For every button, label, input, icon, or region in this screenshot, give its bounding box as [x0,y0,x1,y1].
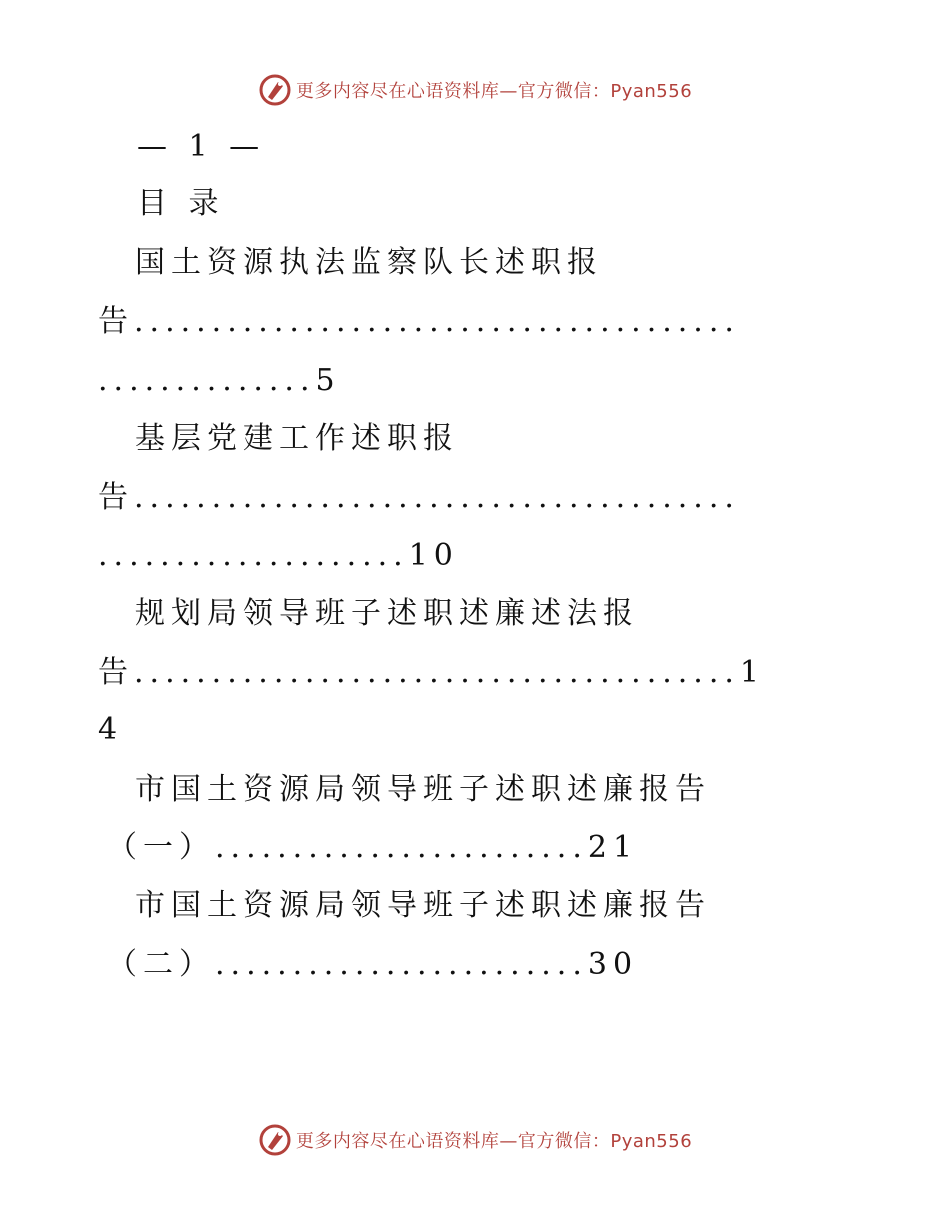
pen-logo-icon [258,73,292,107]
toc-entry-4-title[interactable]: 市国土资源局领导班子述职述廉报告 [135,772,711,807]
page-number: — 1 — [137,129,266,164]
toc-entry-3-title[interactable]: 规划局领导班子述职述廉述法报 [135,596,639,631]
toc-entry-3-page[interactable]: 4 [98,712,124,747]
toc-entry-4-leader[interactable]: （一）........................21 [107,830,639,865]
toc-entry-1-page[interactable]: ..............5 [98,363,341,398]
toc-entry-5-leader[interactable]: （二）........................30 [107,947,639,982]
toc-entry-2-page[interactable]: ....................10 [98,538,459,573]
toc-entry-1-title[interactable]: 国土资源执法监察队长述职报 [135,245,603,280]
footer-banner-text: 更多内容尽在心语资料库—官方微信：Pyan556 [295,1131,693,1152]
header-banner-text: 更多内容尽在心语资料库—官方微信：Pyan556 [295,81,693,102]
toc-entry-5-title[interactable]: 市国土资源局领导班子述职述廉报告 [135,888,711,923]
toc-entry-2-title[interactable]: 基层党建工作述职报 [135,421,459,456]
toc-heading: 目 录 [137,186,225,221]
toc-entry-3-leader[interactable]: 告.......................................1 [98,655,765,690]
toc-entry-2-leader[interactable]: 告....................................... [98,480,740,515]
header-banner [0,70,950,110]
pen-logo-icon [258,1123,292,1157]
footer-banner [0,1120,950,1160]
toc-entry-1-leader[interactable]: 告....................................... [98,304,740,339]
